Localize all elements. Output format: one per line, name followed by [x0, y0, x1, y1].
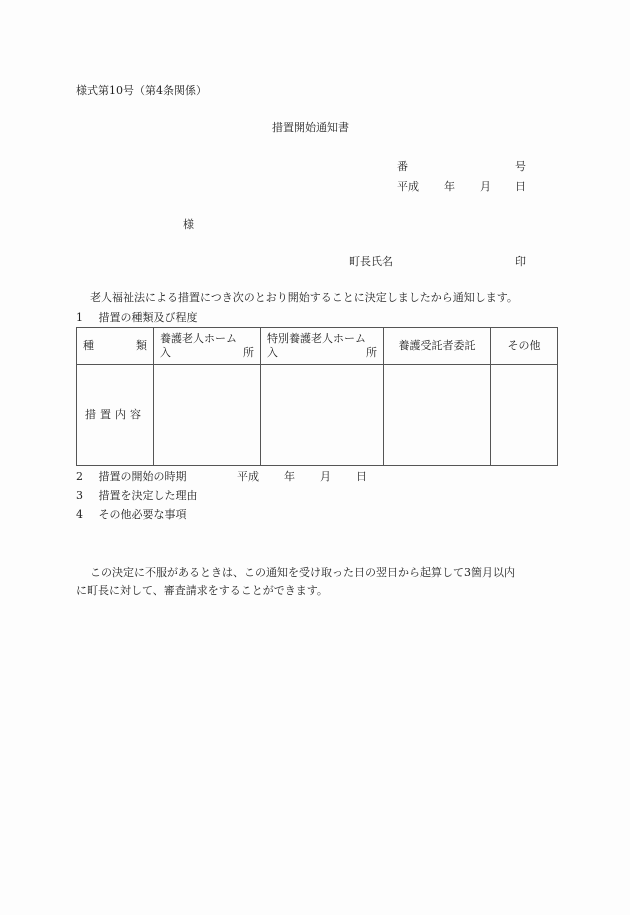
reference-day: 日 [515, 180, 526, 193]
reference-year: 年 [444, 180, 455, 193]
header-kind-right: 類 [136, 339, 147, 352]
reference-era: 平成 [397, 180, 419, 193]
table-header-row [77, 328, 558, 365]
table-content-row [77, 365, 558, 466]
header-special-nursing-home-line2-right: 所 [366, 346, 377, 359]
header-nursing-home-line2-right: 所 [243, 346, 254, 359]
section-2-month: 月 [320, 470, 331, 483]
header-nursing-home-line1: 養護老人ホーム [160, 332, 237, 345]
measures-table [76, 327, 558, 466]
section-2-number: 2 [76, 470, 83, 483]
section-2-heading [76, 470, 187, 484]
header-foster-care: 養護受託者委託 [384, 328, 491, 365]
addressee-suffix: 様 [183, 218, 194, 231]
intro-text: 老人福祉法による措置につき次のとおり開始することに決定しましたから通知します。 [90, 291, 518, 304]
section-1-number: 1 [76, 311, 83, 324]
reference-ban: 番 [397, 160, 408, 173]
reference-month: 月 [480, 180, 491, 193]
reference-go: 号 [515, 160, 526, 173]
header-kind [77, 328, 154, 365]
header-nursing-home-line2-left: 入 [160, 346, 171, 359]
form-number: 様式第10号（第4条関係） [76, 84, 207, 97]
appeal-notice-line2: に町長に対して、審査請求をすることができます。 [76, 584, 328, 597]
section-2-label: 措置の開始の時期 [98, 470, 187, 483]
header-nursing-home [154, 328, 261, 365]
section-1-label: 措置の種類及び程度 [98, 311, 198, 324]
section-3-number: 3 [76, 489, 83, 502]
header-kind-left: 種 [83, 339, 94, 352]
seal-mark: 印 [515, 255, 526, 268]
document-title: 措置開始通知書 [272, 121, 349, 134]
header-special-nursing-home-line1: 特別養護老人ホーム [267, 332, 366, 345]
header-special-nursing-home-line2-left: 入 [267, 346, 278, 359]
cell-special-nursing-home[interactable] [261, 365, 384, 466]
header-other: その他 [491, 328, 558, 365]
section-3-label: 措置を決定した理由 [98, 489, 198, 502]
cell-foster-care[interactable] [384, 365, 491, 466]
section-1-heading [76, 311, 198, 325]
section-2-era: 平成 [237, 470, 259, 483]
section-4-heading [76, 508, 187, 522]
section-2-day: 日 [356, 470, 367, 483]
header-special-nursing-home [261, 328, 384, 365]
section-4-number: 4 [76, 508, 83, 521]
appeal-notice-line1: この決定に不服があるときは、この通知を受け取った日の翌日から起算して3箇月以内 [90, 566, 515, 579]
section-3-heading [76, 489, 198, 503]
section-4-label: その他必要な事項 [98, 508, 187, 521]
row-header-content: 措置内容 [77, 365, 154, 466]
section-2-year: 年 [284, 470, 295, 483]
cell-nursing-home[interactable] [154, 365, 261, 466]
cell-other[interactable] [491, 365, 558, 466]
issuer-label: 町長氏名 [349, 255, 393, 268]
